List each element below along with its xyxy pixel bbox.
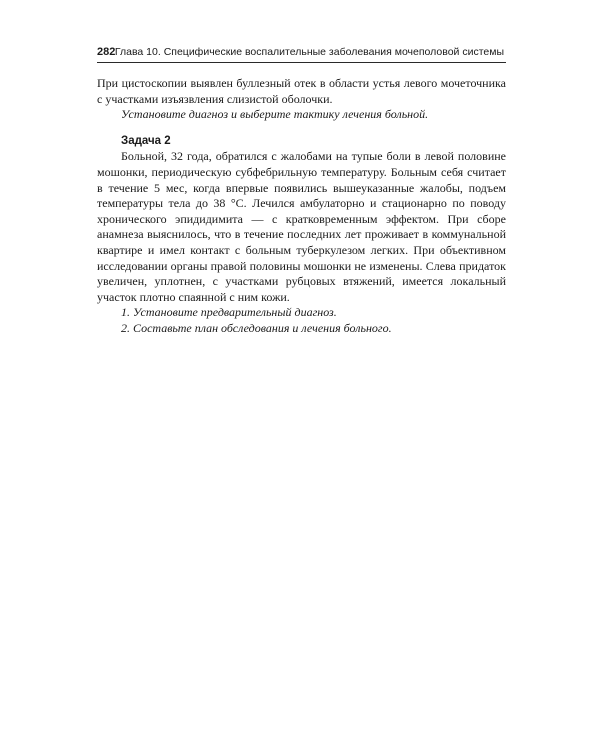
task-2-question-2: 2. Составьте план обследования и лечения больного. <box>121 320 392 335</box>
task-2-paragraph: Больной, 32 года, обратился с жалобами на тупые боли в левой половине мошонки, периодическую субфебрильную температуру. Больным себя считает в течение 5 мес, когда впервые появились вышеуказанные жалобы, подъем температуры тела до 38 °С. Лечился амбулаторно и стационарно по поводу хронического эпидидимита — с кратковременным эффектом. При сборе анамнеза выяснилось, что в течение последних лет проживает в коммунальной квартире и имел контакт с больным туберкулезом легких. При объективном исследовании органы правой половины мошонки не изменены. Слева придаток увеличен, уплотнен, с участками рубцовых втяжений, имеется локальный участок плотно спаянной с ним кожи. <box>97 149 506 304</box>
page-body <box>97 76 506 337</box>
page-header <box>97 44 506 63</box>
page-number: 282 <box>97 46 116 58</box>
task-2-title: Задача 2 <box>121 134 171 147</box>
task-2-question-1: 1. Установите предварительный диагноз. <box>121 305 337 320</box>
running-title: Глава 10. Специфические воспалительные заболевания мочеполовой системы <box>114 46 504 58</box>
intro-paragraph: При цистоскопии выявлен буллезный отек в области устья левого мочеточника с участками изъязвления слизистой оболочки. <box>97 76 506 106</box>
intro-question: Установите диагноз и выберите тактику лечения больной. <box>121 107 429 122</box>
